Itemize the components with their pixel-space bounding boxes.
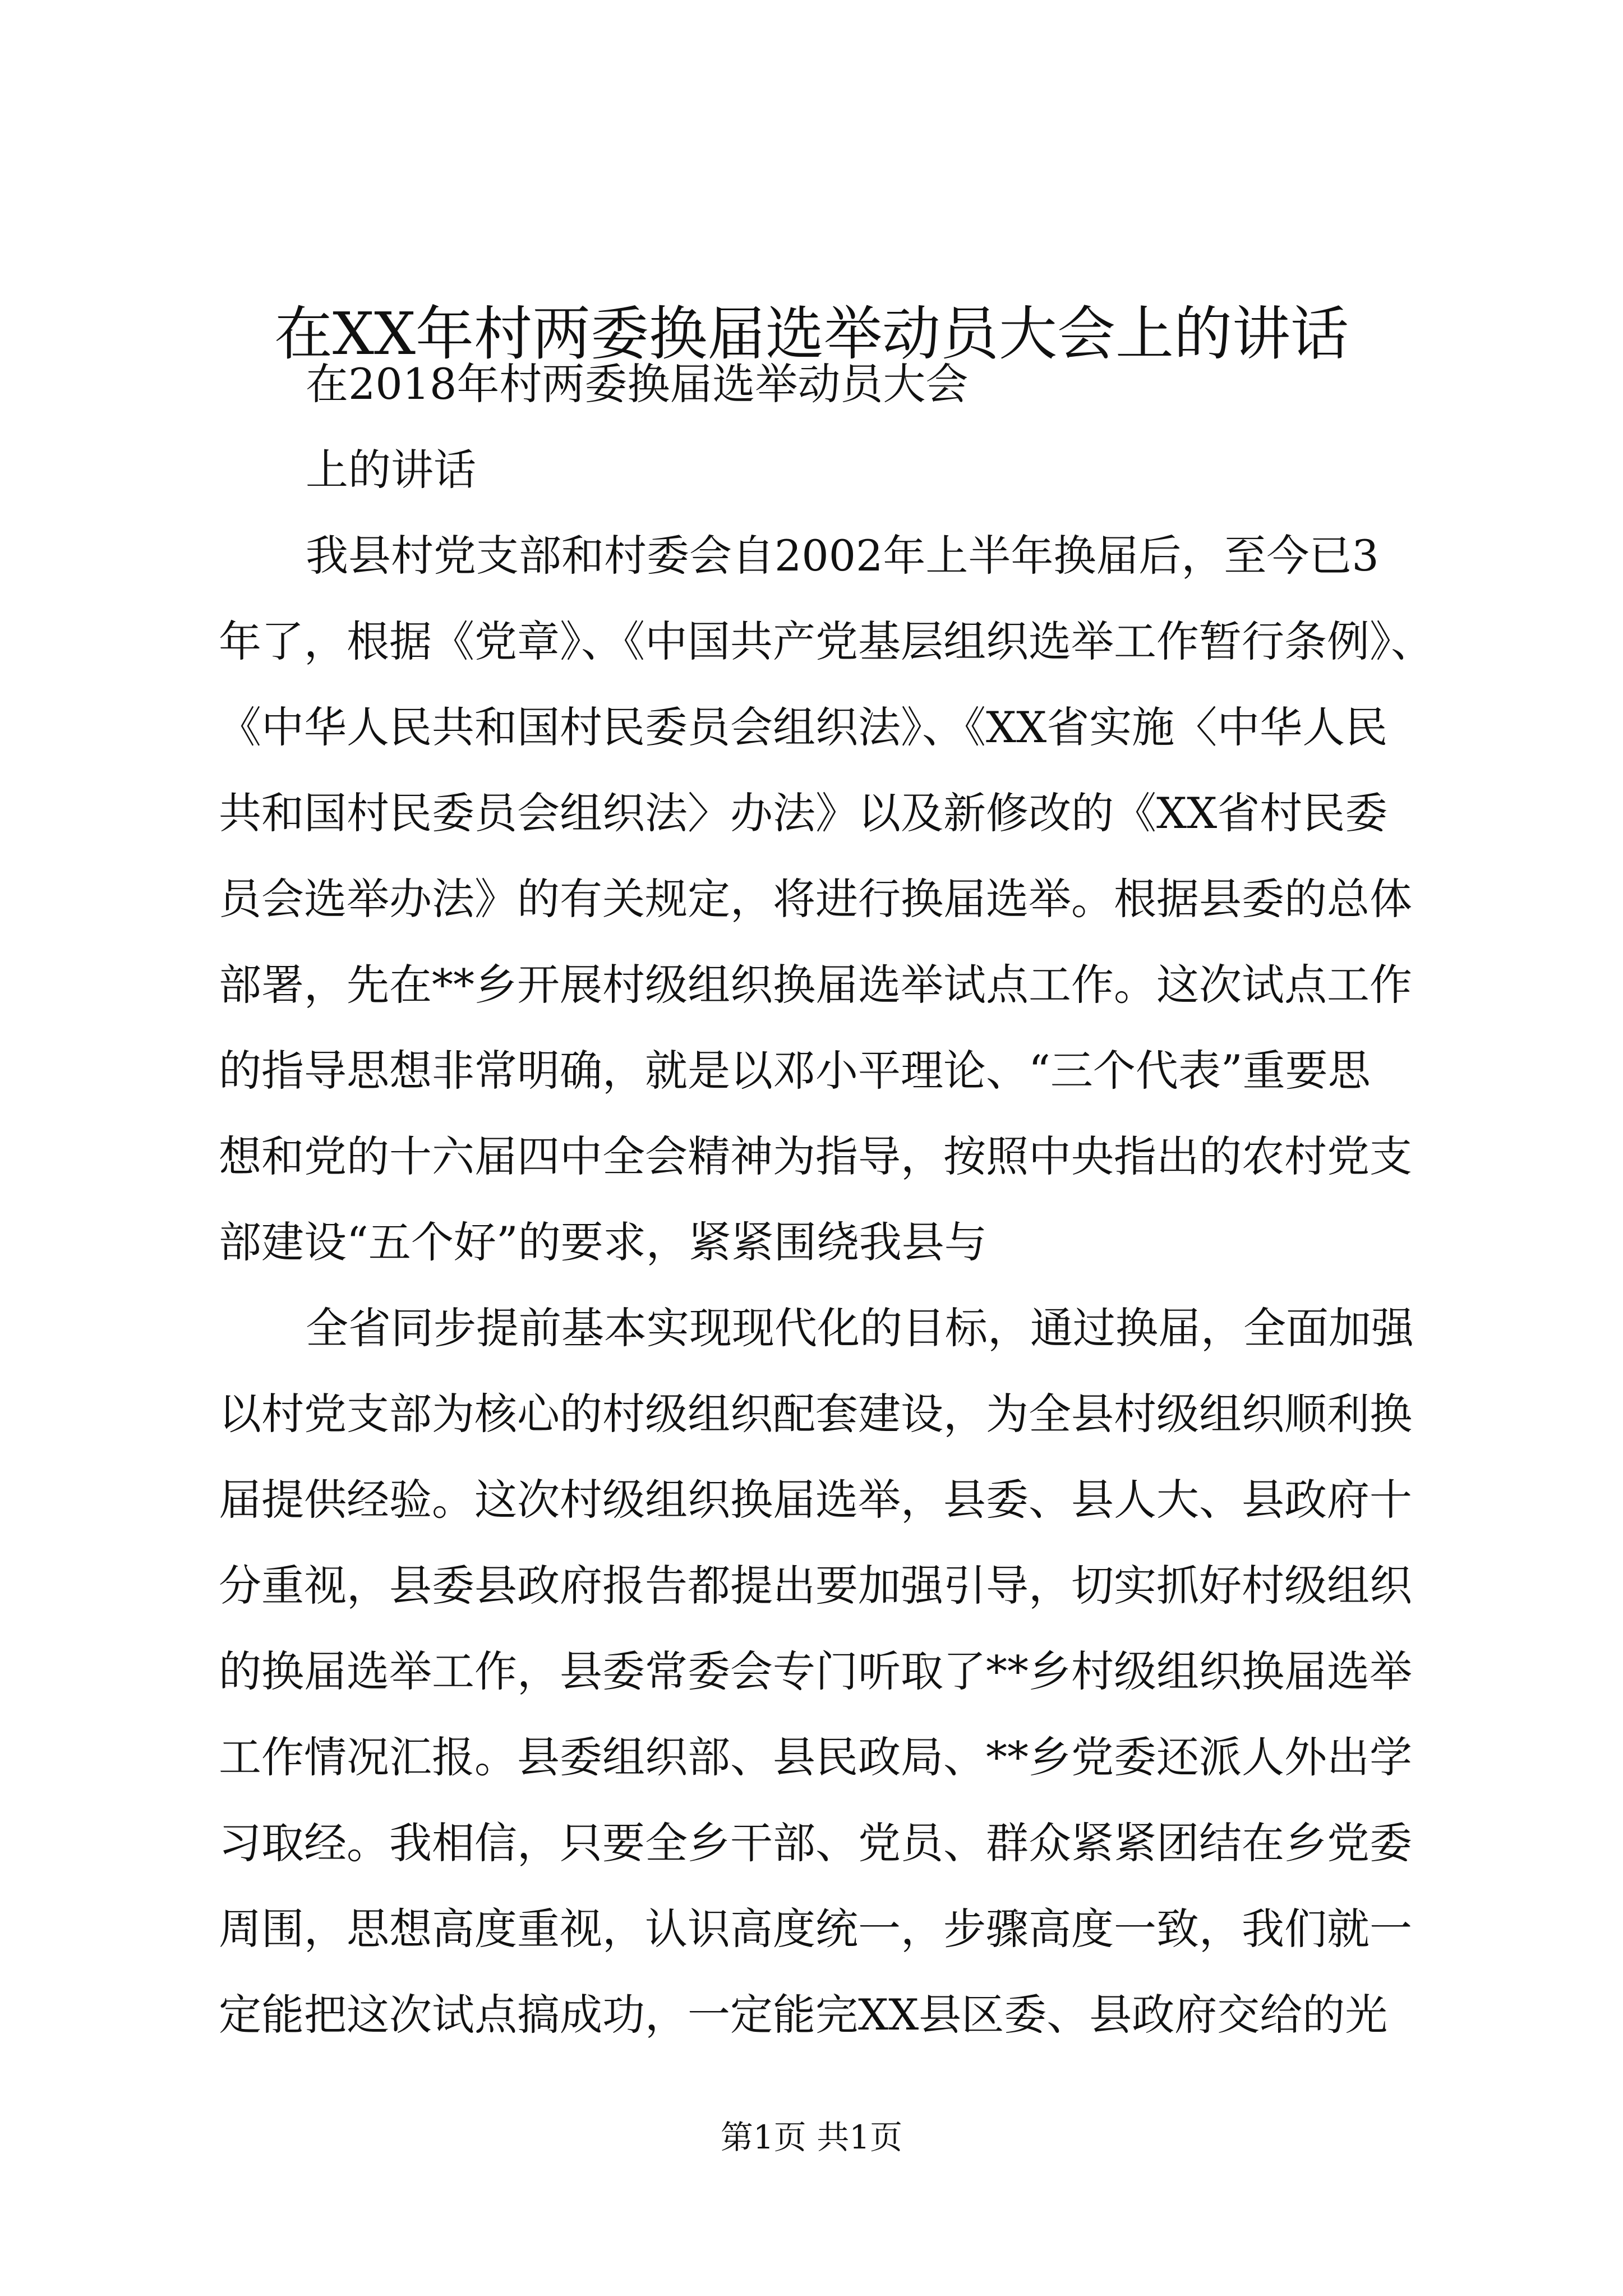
body-line: 上的讲话: [306, 445, 476, 495]
body-line: 在2018年村两委换届选举动员大会: [306, 359, 969, 409]
body-line: 周围，思想高度重视，认识高度统一，步骤高度一致，我们就一: [219, 1904, 1412, 1954]
body-line: 定能把这次试点搞成功，一定能完XX县区委、县政府交给的光: [219, 1990, 1388, 2040]
body-line: 《中华人民共和国村民委员会组织法》、《XX省实施〈中华人民: [219, 702, 1388, 752]
body-line: 部建设“五个好”的要求，紧紧围绕我县与: [219, 1217, 987, 1267]
body-line: 年了，根据《党章》、《中国共产党基层组织选举工作暂行条例》、: [219, 616, 1433, 666]
page-number-footer: 第1页 共1页: [720, 2118, 903, 2156]
body-line: 我县村党支部和村委会自2002年上半年换届后，至今已3: [306, 531, 1379, 581]
body-line: 部署，先在**乡开展村级组织换届选举试点工作。这次试点工作: [219, 960, 1412, 1010]
page-title: 在XX年村两委换届选举动员大会上的讲话: [274, 300, 1349, 368]
body-line: 共和国村民委员会组织法〉办法》以及新修改的《XX省村民委: [219, 788, 1388, 838]
body-line: 员会选举办法》的有关规定，将进行换届选举。根据县委的总体: [219, 874, 1412, 924]
body-line: 的换届选举工作，县委常委会专门听取了**乡村级组织换届选举: [219, 1646, 1412, 1696]
body-line: 届提供经验。这次村级组织换届选举，县委、县人大、县政府十: [219, 1475, 1412, 1525]
body-line: 分重视，县委县政府报告都提出要加强引导，切实抓好村级组织: [219, 1561, 1412, 1611]
body-line: 习取经。我相信，只要全乡干部、党员、群众紧紧团结在乡党委: [219, 1818, 1412, 1868]
body-line: 全省同步提前基本实现现代化的目标，通过换届，全面加强: [306, 1303, 1414, 1353]
body-line: 想和党的十六届四中全会精神为指导，按照中央指出的农村党支: [219, 1131, 1412, 1181]
body-line: 工作情况汇报。县委组织部、县民政局、**乡党委还派人外出学: [219, 1732, 1412, 1782]
body-line: 的指导思想非常明确，就是以邓小平理论、“三个代表”重要思: [219, 1046, 1371, 1096]
body-line: 以村党支部为核心的村级组织配套建设，为全县村级组织顺利换: [219, 1389, 1412, 1439]
